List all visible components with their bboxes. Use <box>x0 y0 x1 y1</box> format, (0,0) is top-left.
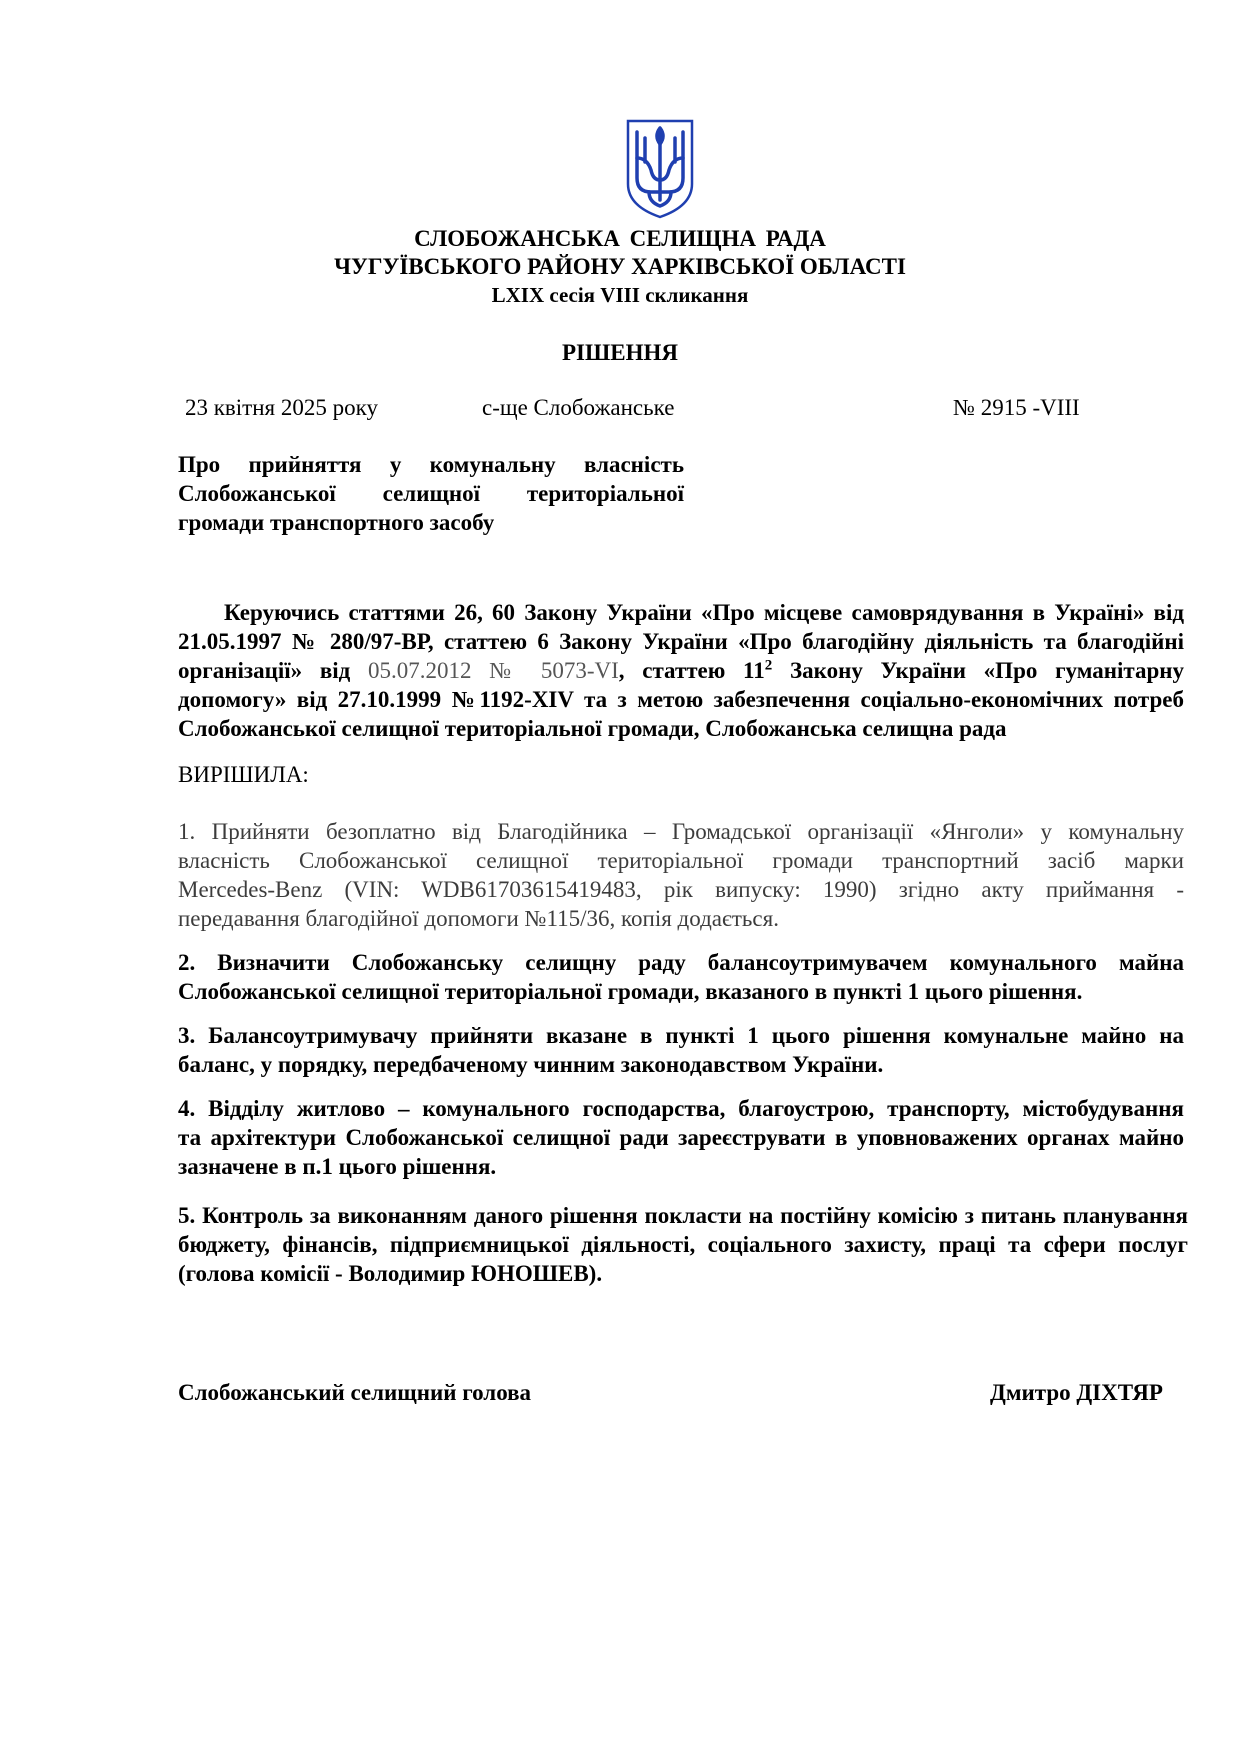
preamble-line: допомогу» від 27.10.1999 №1192-XIV та з метою забезпечення соціально-економічних потреб <box>178 687 1184 712</box>
superscript: 2 <box>764 657 773 674</box>
item-line: зазначене в п.1 цього рішення. <box>178 1154 497 1179</box>
subject-line: Слобожанської селищної територіальної <box>178 481 684 506</box>
council-region: ЧУГУЇВСЬКОГО РАЙОНУ ХАРКІВСЬКОЇ ОБЛАСТІ <box>334 254 906 279</box>
item-line: 2. Визначити Слобожанську селищну раду балансоутримувачем комунального майна <box>178 950 1184 975</box>
decision-date: 23 квітня 2025 року <box>185 395 378 420</box>
preamble-paragraph <box>178 598 1184 743</box>
document-type-title: РІШЕННЯ <box>562 340 678 365</box>
decision-place: с-ще Слобожанське <box>482 395 675 420</box>
decision-item-5 <box>178 1201 1188 1288</box>
item-line: передавання благодійної допомоги №115/36, копія додається. <box>178 906 779 931</box>
signatory-name: Дмитро ДІХТЯР <box>990 1380 1163 1405</box>
subject-line: громади транспортного засобу <box>178 510 495 535</box>
preamble-text: , статтею 11 <box>618 658 765 683</box>
item-line: баланс, у порядку, передбаченому чинним законодавством України. <box>178 1052 884 1077</box>
trident-icon <box>625 118 695 220</box>
preamble-text: Закону України «Про гуманітарну <box>772 658 1184 683</box>
subject-line: Про прийняття у комунальну власність <box>178 452 684 477</box>
session-line: LXIX сесія VIII скликання <box>491 283 749 307</box>
item-line: 4. Відділу житлово – комунального господарства, благоустрою, транспорту, містобудування <box>178 1096 1184 1121</box>
item-line: (голова комісії - Володимир ЮНОШЕВ). <box>178 1261 603 1286</box>
decision-item-1 <box>178 817 1184 933</box>
signatory-position: Слобожанський селищний голова <box>178 1380 532 1405</box>
decision-number: № 2915 -VIII <box>953 395 1080 420</box>
decision-item-4 <box>178 1094 1184 1181</box>
preamble-line: 21.05.1997 № 280/97-ВР, статтею 6 Закону України «Про благодійну діяльність та благодійні <box>178 629 1184 654</box>
decision-item-2 <box>178 948 1184 1006</box>
item-line: власність Слобожанської селищної територіальної громади транспортний засіб марки <box>178 848 1184 873</box>
law-reference: 05.07.2012 № 5073-VI <box>368 658 619 683</box>
item-line: бюджету, фінансів, підприємницької діяльності, соціального захисту, праці та сфери послуг <box>178 1232 1188 1257</box>
item-line: 1. Прийняти безоплатно від Благодійника – Громадської організації «Янголи» у комунальну <box>178 819 1184 844</box>
preamble-line <box>178 656 1184 685</box>
decision-item-3 <box>178 1021 1184 1079</box>
preamble-line: Керуючись статтями 26, 60 Закону України «Про місцеве самоврядування в Україні» від <box>224 600 1184 625</box>
preamble-text: організації» від <box>178 658 369 683</box>
item-line: Mercedes-Benz (VIN: WDB61703615419483, рік випуску: 1990) згідно акту приймання - <box>178 877 1184 902</box>
decided-heading: ВИРІШИЛА: <box>178 762 309 787</box>
decision-subject <box>178 450 684 537</box>
preamble-line: Слобожанської селищної територіальної громади, Слобожанська селищна рада <box>178 716 1007 741</box>
item-line: та архітектури Слобожанської селищної ради зареєструвати в уповноважених органах майно <box>178 1125 1184 1150</box>
item-line: Слобожанської селищної територіальної громади, вказаного в пункті 1 цього рішення. <box>178 979 1083 1004</box>
council-name: СЛОБОЖАНСЬКА СЕЛИЩНА РАДА <box>414 226 826 251</box>
item-line: 3. Балансоутримувачу прийняти вказане в пункті 1 цього рішення комунальне майно на <box>178 1023 1184 1048</box>
item-line: 5. Контроль за виконанням даного рішення покласти на постійну комісію з питань планування <box>178 1203 1188 1228</box>
